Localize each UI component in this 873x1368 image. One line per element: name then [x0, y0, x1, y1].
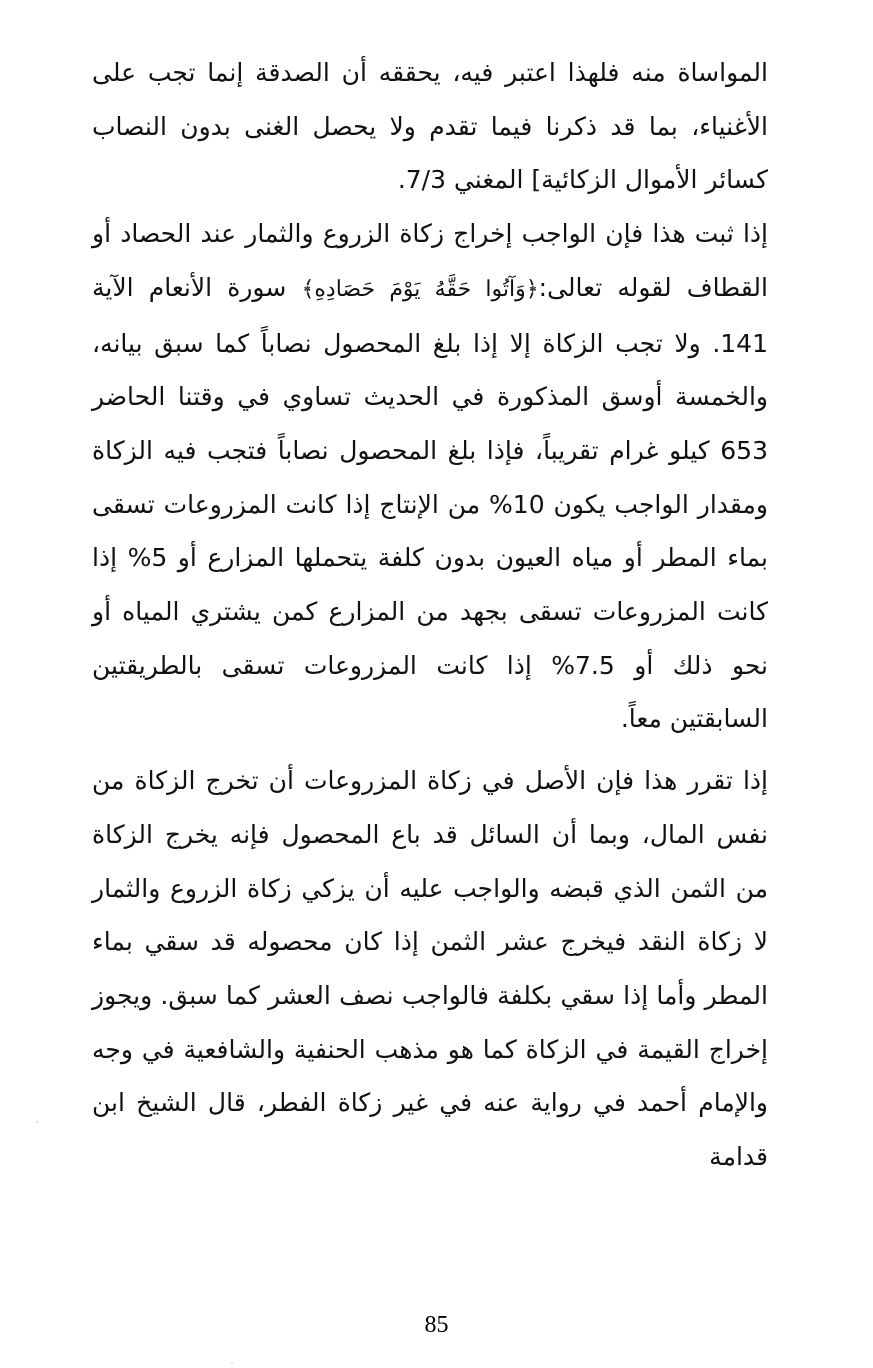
page-body	[92, 46, 768, 1184]
scan-speck	[36, 1121, 38, 1123]
quran-verse: ﴿وَآتُوا حَقَّهُ يَوْمَ حَصَادِهِ﴾	[301, 276, 539, 302]
paragraph-2-intro: إذا ثبت هذا فإن الواجب إخراج زكاة الزروع والثمار عند الحصاد أو القطاف لقوله تعالى:	[92, 219, 768, 302]
page-number: 85	[424, 1312, 449, 1338]
paragraph-1	[92, 46, 768, 207]
scan-speck	[231, 1362, 233, 1364]
paragraph-1-text: المواساة منه فلهذا اعتبر فيه، يحققه أن الصدقة إنما تجب على الأغنياء، بما قد ذكرنا فيما تقدم ولا يحصل الغنى بدون النصاب كسائر الأموال الزكائية] المغني 7/3.	[92, 58, 768, 195]
paragraph-2-body: سورة الأنعام الآية 141. ولا تجب الزكاة إلا إذا بلغ المحصول نصاباً كما سبق بيانه، والخمسة أوسق المذكورة في الحديث تساوي في وقتنا الحاضر 653 كيلو غرام تقريباً، فإذا بلغ المحصول نصاباً فتجب فيه الزكاة ومقدار الواجب يكون 10% من الإنتاج إذا كانت المزروعات تسقى بماء المطر أو مياه العيون بدون كلفة يتحملها المزارع أو 5% إذا كانت المزروعات تسقى بجهد من المزارع كمن يشتري المياه أو نحو ذلك أو 7.5% إذا كانت المزروعات تسقى بالطريقتين السابقتين معاً.	[92, 272, 768, 734]
paragraph-3-text: إذا تقرر هذا فإن الأصل في زكاة المزروعات أن تخرج الزكاة من نفس المال، وبما أن السائل قد باع المحصول فإنه يخرج الزكاة من الثمن الذي قبضه والواجب عليه أن يزكي زكاة الزروع والثمار لا زكاة النقد فيخرج عشر الثمن إذا كان محصوله قد سقي بماء المطر وأما إذا سقي بكلفة فالواجب نصف العشر كما سبق. ويجوز إخراج القيمة في الزكاة كما هو مذهب الحنفية والشافعية في وجه والإمام أحمد في رواية عنه في غير زكاة الفطر، قال الشيخ ابن قدامة	[92, 766, 768, 1172]
paragraph-3	[92, 754, 768, 1184]
paragraph-2	[92, 207, 768, 746]
